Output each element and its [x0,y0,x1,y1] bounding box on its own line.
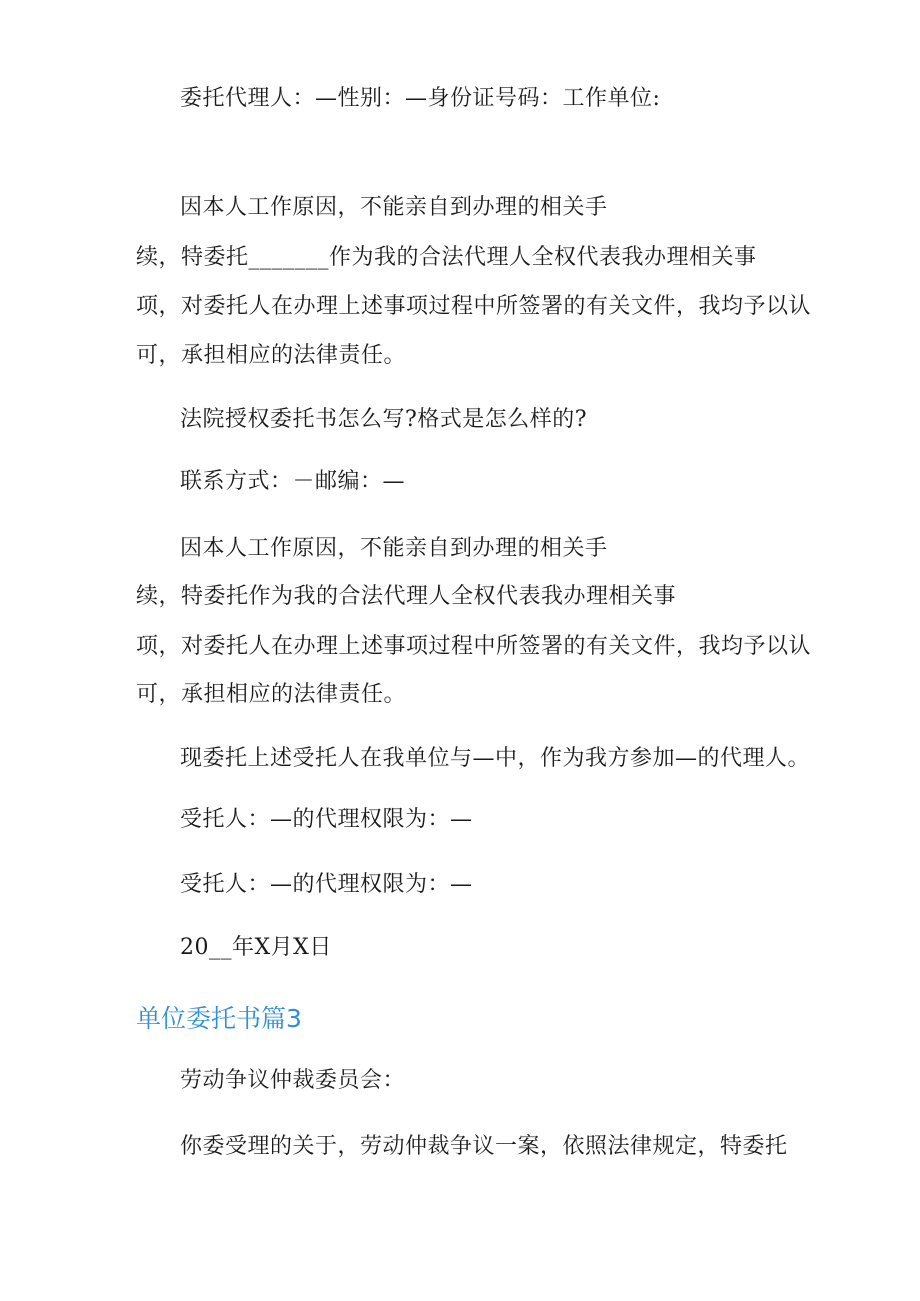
paragraph-line: 你委受理的关于，劳动仲裁争议一案，依照法律规定，特委托 [180,1134,788,1159]
paragraph-line: 因本人工作原因，不能亲自到办理的相关手 [180,536,608,561]
question-line: 法院授权委托书怎么写?格式是怎么样的? [180,407,588,432]
contact-line: 联系方式：－邮编：— [180,469,406,494]
paragraph-line: 因本人工作原因，不能亲自到办理的相关手 [180,195,608,220]
section-heading: 单位委托书篇3 [136,1004,302,1033]
agent-authority-line: 受托人：—的代理权限为：— [180,807,473,832]
paragraph-line: 续，特委托作为我的合法代理人全权代表我办理相关事 [136,584,677,609]
agent-authority-line: 受托人：—的代理权限为：— [180,872,473,897]
paragraph-line: 可，承担相应的法律责任。 [136,682,407,707]
date-line: 20__年X月X日 [180,935,332,960]
paragraph-line: 现委托上述受托人在我单位与—中，作为我方参加—的代理人。 [180,746,811,771]
paragraph-line: 项，对委托人在办理上述事项过程中所签署的有关文件，我均予以认 [136,294,812,319]
paragraph-line: 续，特委托_______作为我的合法代理人全权代表我办理相关事 [136,245,757,270]
paragraph-line: 可，承担相应的法律责任。 [136,343,407,368]
addressee-line: 劳动争议仲裁委员会： [180,1068,406,1093]
paragraph-line: 项，对委托人在办理上述事项过程中所签署的有关文件，我均予以认 [136,634,812,659]
agent-info-line: 委托代理人：—性别：—身份证号码：工作单位: [180,86,661,111]
